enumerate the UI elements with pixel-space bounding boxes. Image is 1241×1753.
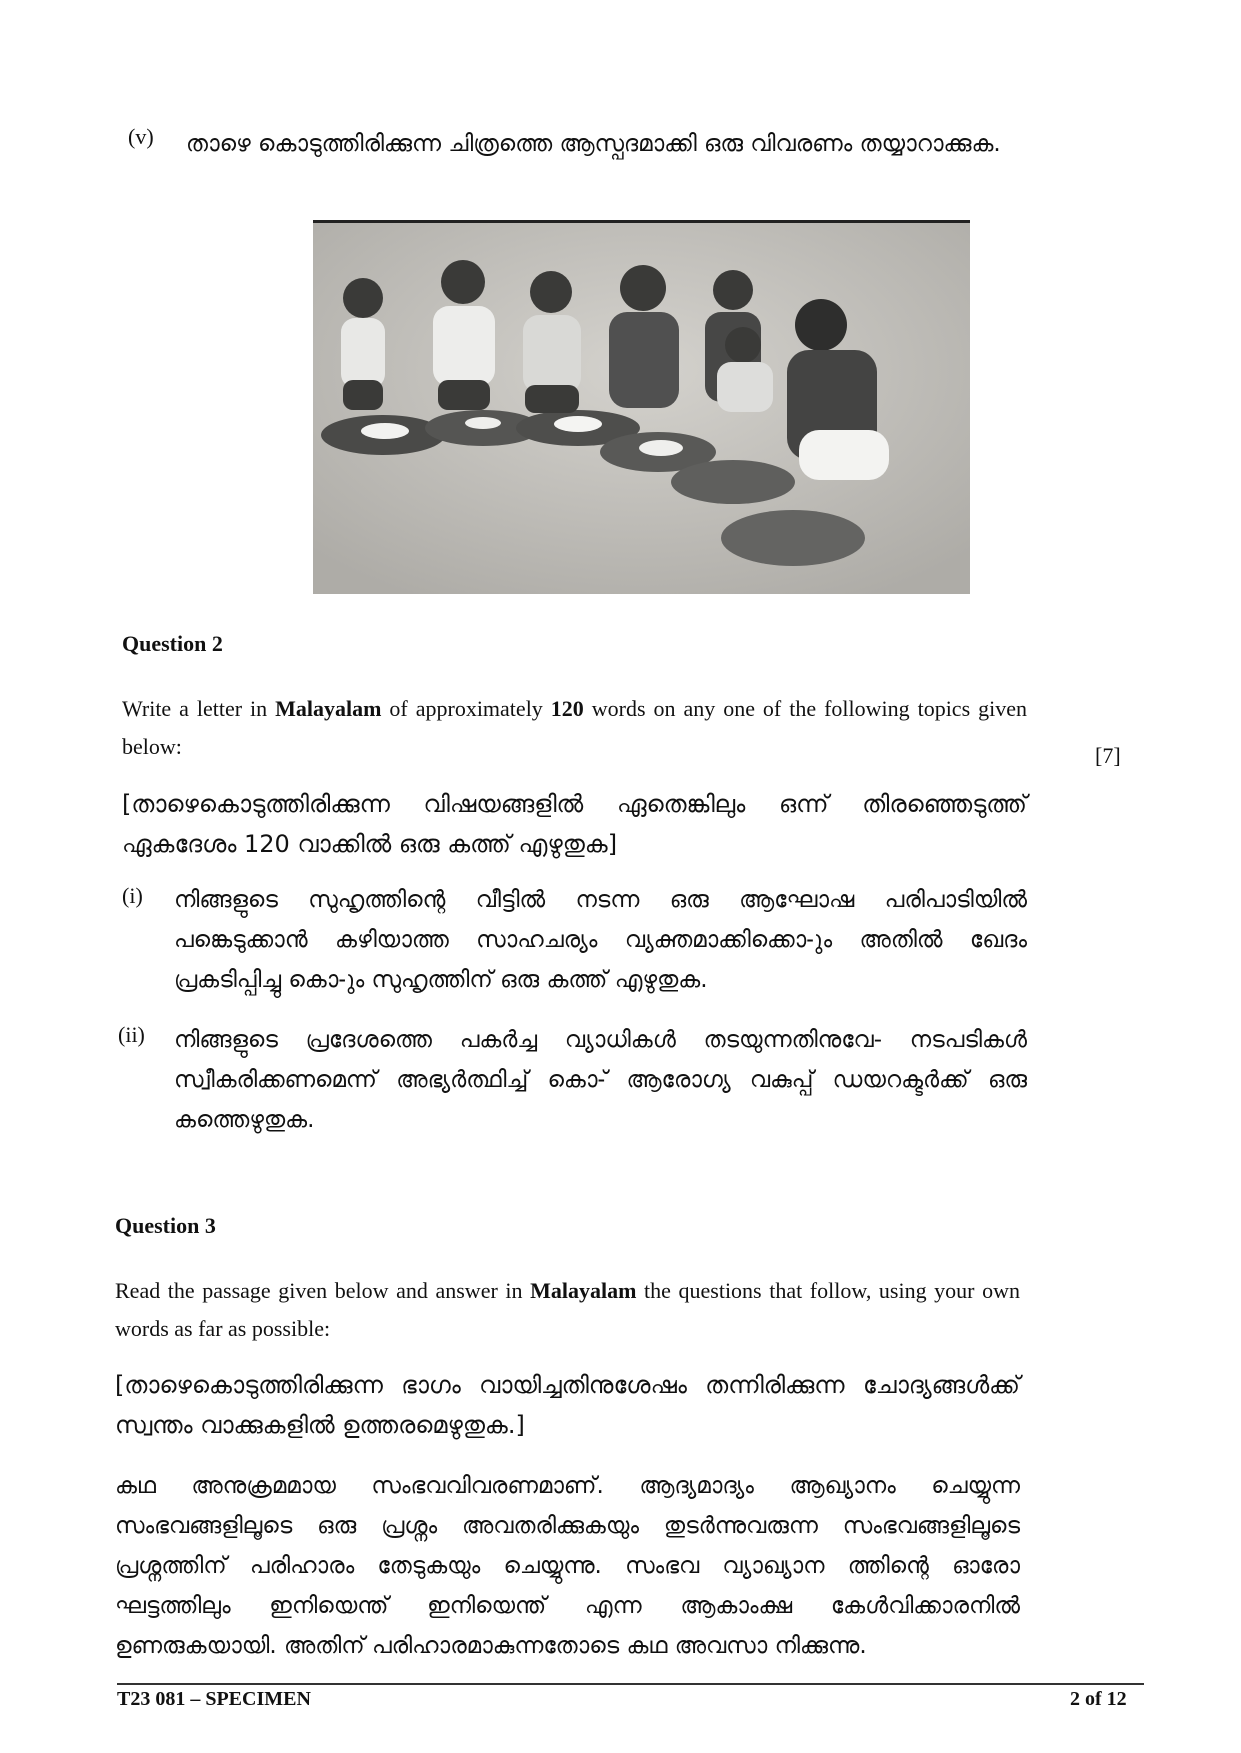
q2-instruction-post: words on any one of the following topics given below:: [122, 696, 1027, 759]
option-ii-text: നിങ്ങളുടെ പ്രദേശത്തെ പകർച്ച വ്യാധികൾ തടയുന്നതിനുവേ- നടപടികൾ സ്വീകരിക്കണമെന്ന് അഭ്യർത്ഥിച്ച് കൊ-് ആരോഗ്യ വകുപ്പ് ഡയറക്ടർക്ക് ഒരു കത്തെഴുതുക.: [174, 1027, 1027, 1133]
option-i-label: (i): [122, 883, 143, 908]
question-2-marks: [7]: [1095, 743, 1121, 768]
question-3-heading: Question 3: [115, 1213, 216, 1238]
q2-instruction-words: 120: [550, 696, 584, 721]
question-2-instruction: [122, 690, 1027, 766]
footer-page-number: 2 of 12: [1070, 1688, 1127, 1710]
item-v-text: താഴെ കൊടുത്തിരിക്കുന്ന ചിത്രത്തെ ആസ്പദമാക്കി ഒരു വിവരണം തയ്യാറാക്കുക.: [186, 131, 1001, 157]
question-3-passage: കഥ അനുക്രമമായ സംഭവവിവരണമാണ്. ആദ്യമാദ്യം ആഖ്യാനം ചെയ്യുന്ന സംഭവങ്ങളിലൂടെ ഒരു പ്രശ്നം അവതരിക്കുകയും തുടർന്നുവരുന്ന സംഭവങ്ങളിലൂടെ പ്രശ്നത്തിന് പരിഹാരം തേടുകയും ചെയ്യുന്നു. സംഭവ വ്യാഖ്യാന ത്തിന്റെ ഓരോ ഘട്ടത്തിലും ഇനിയെന്ത് ഇനിയെന്ത് എന്ന ആകാംക്ഷ കേൾവിക്കാരനിൽ ഉണരുകയായി. അതിന് പരിഹാരമാകുന്നതോടെ കഥ അവസാ നിക്കുന്നു.: [115, 1473, 1020, 1659]
photo-children-eating: [313, 220, 970, 594]
question-3-instruction: [115, 1272, 1020, 1348]
question-2-malayalam-instruction: [താഴെകൊടുത്തിരിക്കുന്ന വിഷയങ്ങളിൽ ഏതെങ്കിലും ഒന്ന് തിരഞ്ഞെടുത്ത് ഏകദേശം 120 വാക്കിൽ ഒരു കത്ത് എഴുതുക]: [122, 790, 1027, 858]
q2-instruction-mid: of approximately: [381, 696, 551, 721]
footer-rule: [117, 1683, 1144, 1685]
q3-instruction-post: the questions that follow, using your own words as far as possible:: [115, 1278, 1020, 1341]
question-2-heading: Question 2: [122, 631, 223, 656]
photo-drawing: [313, 220, 970, 594]
q3-instruction-pre: Read the passage given below and answer in: [115, 1278, 531, 1303]
q3-instruction-lang: Malayalam: [530, 1278, 637, 1303]
footer-code: T23 081 – SPECIMEN: [117, 1688, 311, 1710]
q2-instruction-lang: Malayalam: [275, 696, 382, 721]
option-ii-label: (ii): [118, 1022, 145, 1047]
item-label-v: (v): [128, 124, 154, 149]
question-3-malayalam-instruction: [താഴെകൊടുത്തിരിക്കുന്ന ഭാഗം വായിച്ചതിനുശേഷം തന്നിരിക്കുന്ന ചോദ്യങ്ങൾക്ക് സ്വന്തം വാക്കുകളിൽ ഉത്തരമെഴുതുക.]: [115, 1371, 1020, 1439]
option-i-text: നിങ്ങളുടെ സുഹൃത്തിന്റെ വീട്ടിൽ നടന്ന ഒരു ആഘോഷ പരിപാടിയിൽ പങ്കെടുക്കാൻ കഴിയാത്ത സാഹചര്യം വ്യക്തമാക്കിക്കൊ-ും അതിൽ ഖേദം പ്രകടിപ്പിച്ചു കൊ-ും സുഹൃത്തിന് ഒരു കത്ത് എഴുതുക.: [174, 887, 1027, 993]
q2-instruction-pre: Write a letter in: [122, 696, 276, 721]
